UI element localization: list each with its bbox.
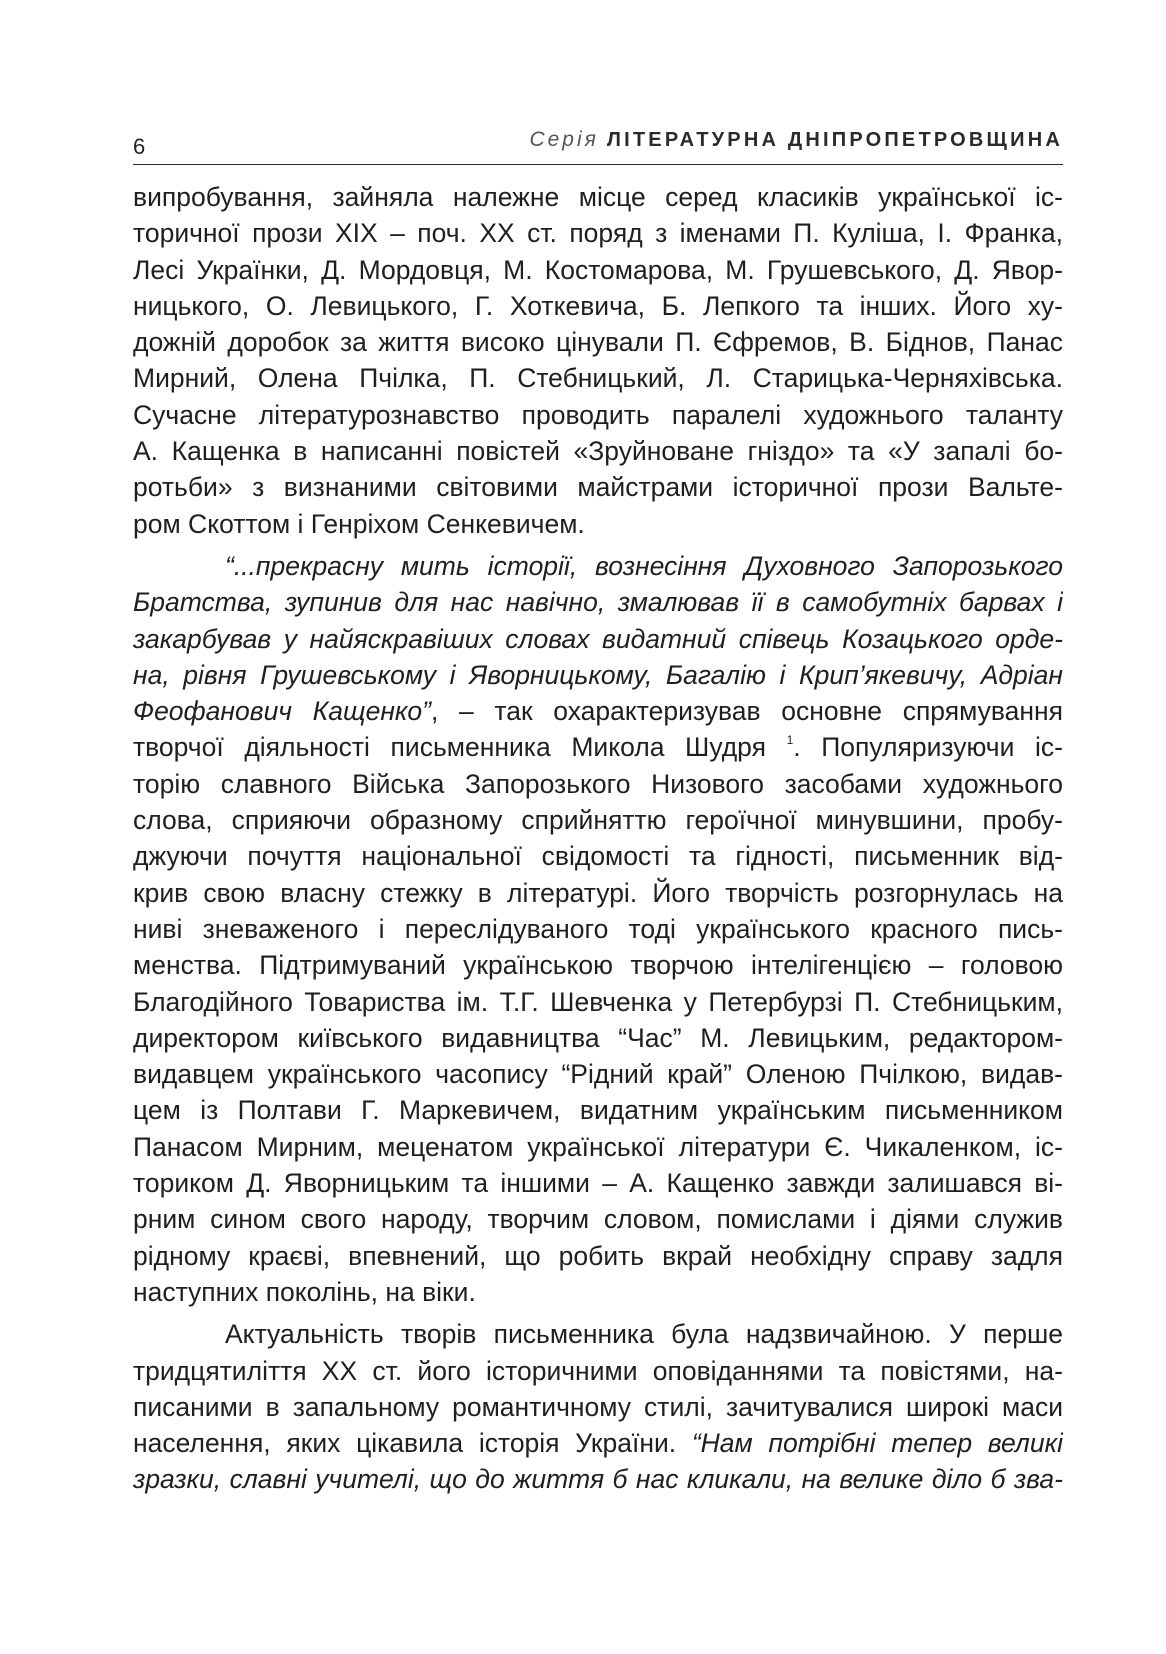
text-line [133, 729, 1063, 765]
text-line: дожній доробок за життя високо цінували П. Єфремов, В. Біднов, Панас [133, 327, 1063, 358]
text-line: тридцятиліття XX ст. його історичними оповіданнями та повістями, на- [133, 1355, 1063, 1386]
text-line: Сучасне літературознавство проводить паралелі художнього таланту [133, 399, 1063, 430]
text-line: рідному краєві, впевнений, що робить вкрай необхідну справу задля [133, 1240, 1063, 1271]
text-line: директором київського видавництва “Час” М. Левицьким, редактором- [133, 1022, 1063, 1053]
quote-fragment: Феофанович Кащенко” [133, 696, 431, 727]
text-line: Мирний, Олена Пчілка, П. Стебницький, Л. Старицька-Черняхівська. [133, 363, 1063, 394]
text-line [133, 1425, 1063, 1461]
text-fragment: . Популяризуючи іс- [793, 732, 1063, 763]
footnote-ref[interactable]: 1 [786, 733, 794, 748]
series-title [529, 128, 1063, 152]
quote-line: Братства, зупинив для нас навічно, змалював її в самобутніх барвах і [133, 587, 1063, 618]
running-header [133, 118, 1063, 165]
text-line: Лесі Українки, Д. Мордовця, М. Костомарова, М. Грушевського, Д. Явор- [133, 254, 1063, 285]
text-line: цем із Полтави Г. Маркевичем, видатним українським письменником [133, 1095, 1063, 1126]
quote-line: на, рівня Грушевському і Яворницькому, Багалію і Крип’якевичу, Адріан [133, 659, 1063, 690]
text-line: джуючи почуття національної свідомості та гідності, письменник від- [133, 841, 1063, 872]
text-line: слова, сприяючи образному сприйняттю героїчної минувшини, пробу- [133, 805, 1063, 836]
page [133, 118, 1063, 1498]
quote-line: зразки, славні учителі, що до життя б нас кликали, на велике діло б зва- [133, 1464, 1063, 1495]
text-line: Благодійного Товариства ім. Т.Г. Шевченка у Петербурзі П. Стебницьким, [133, 986, 1063, 1017]
text-line: ториком Д. Яворницьким та іншими – А. Кащенко завжди залишався ві- [133, 1168, 1063, 1199]
text-line: ротьби» з визнаними світовими майстрами історичної прози Вальте- [133, 472, 1063, 503]
text-line: торію славного Війська Запорозького Низового засобами художнього [133, 768, 1063, 799]
series-label: Серія [529, 128, 599, 151]
text-fragment: населення, яких цікавила історія України. [133, 1428, 692, 1459]
text-line: Панасом Мирним, меценатом української літератури Є. Чикаленком, іс- [133, 1131, 1063, 1162]
text-line: випробування, зайняла належне місце серед класиків української іс- [133, 182, 1063, 212]
text-line: торичної прози XIX – поч. XX ст. поряд з іменами П. Куліша, І. Франка, [133, 218, 1063, 249]
text-line: видавцем українського часопису “Рідний край” Оленою Пчілкою, видав- [133, 1059, 1063, 1090]
text-line: ром Скоттом і Генріхом Сенкевичем. [133, 508, 585, 539]
quote-line: “...прекрасну мить історії, вознесіння Духовного Запорозького [225, 550, 1063, 581]
text-fragment: , – так охарактеризував основне спрямування [431, 696, 1063, 727]
quote-line: закарбував у найяскравіших словах видатний співець Козацького орде- [133, 623, 1063, 654]
text-line [133, 693, 1063, 729]
text-fragment: творчої діяльності письменника Микола Шудря [133, 732, 766, 763]
text-line: Актуальність творів письменника була надзвичайною. У перше [225, 1319, 1063, 1350]
page-number: 6 [133, 134, 146, 159]
text-line: А. Кащенка в написанні повістей «Зруйноване гніздо» та «У запалі бо- [133, 436, 1063, 467]
text-line: рним сином свого народу, творчим словом, помислами і діями служив [133, 1204, 1063, 1235]
text-line: менства. Підтримуваний українською творчою інтелігенцією – головою [133, 950, 1063, 981]
text-line: ницького, О. Левицького, Г. Хоткевича, Б. Лепкого та інших. Його ху- [133, 290, 1063, 321]
text-line: крив свою власну стежку в літературі. Його творчість розгорнулась на [133, 877, 1063, 908]
series-name: ЛІТЕРАТУРНА ДНІПРОПЕТРОВЩИНА [606, 129, 1063, 151]
quote-fragment: “Нам потрібні тепер великі [691, 1428, 1063, 1459]
text-line: наступних поколінь, на віки. [133, 1276, 476, 1307]
body-text [133, 179, 1063, 1498]
text-line: писаними в запальному романтичному стилі, зачитувалися широкі маси [133, 1391, 1063, 1422]
text-line: ниві зневаженого і переслідуваного тоді українського красного пись- [133, 913, 1063, 944]
